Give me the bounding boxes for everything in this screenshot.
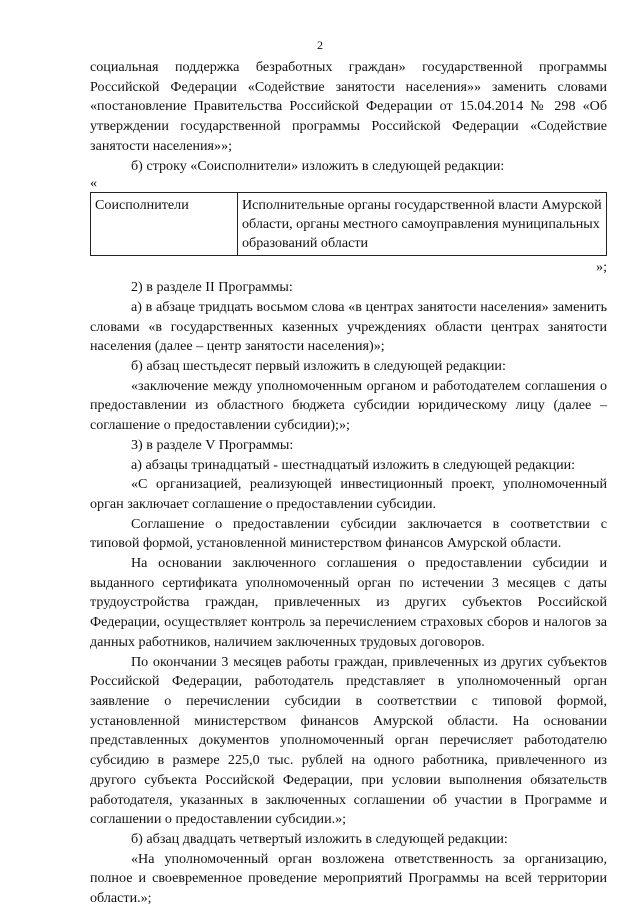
opening-quote: «: [90, 175, 98, 192]
coexecutors-table: [90, 192, 607, 256]
closing-quote: »;: [596, 259, 607, 276]
table-value-cell: Исполнительные органы государственной власти Амурской области, органы местного самоуправления муниципальных образований области: [238, 193, 607, 256]
section-5-paragraph: По окончании 3 месяцев работы граждан, привлеченных из других субъектов Российской Федерации, работодатель представляет в уполномоченный орган заявление о перечислении субсидии в соответствии с типовой формой, установленной министерством финансов Амурской области. На основании представленных документов уполномоченный орган перечисляет работодателю субсидию в размере 225,0 тыс. рублей на одного работника, привлеченного из другого субъекта Российской Федерации, при условии выполнения обязательств работодателя, указанных в заключенных соглашении об участии в Программе и соглашении о предоставлении субсидии.»;: [90, 653, 607, 828]
section-5-heading: 3) в разделе V Программы:: [131, 436, 294, 453]
document-body: [90, 58, 607, 909]
section-5-paragraph: «С организацией, реализующей инвестиционный проект, уполномоченный орган заключает соглашение о предоставлении субсидии.: [90, 476, 607, 512]
section-2-item-b: б) абзац шестьдесят первый изложить в следующей редакции:: [131, 358, 506, 375]
section-5-paragraph: Соглашение о предоставлении субсидии заключается в соответствии с типовой формой, установленной министерством финансов Амурской области.: [90, 515, 607, 552]
section-5-item-a: а) абзацы тринадцатый - шестнадцатый изложить в следующей редакции:: [131, 456, 576, 473]
section-5-item-b: б) абзац двадцать четвертый изложить в следующей редакции:: [131, 830, 508, 847]
section-5-paragraph: На основании заключенного соглашения о предоставлении субсидии и выданного сертификата уполномоченный орган по истечении 3 месяцев с даты трудоустройства граждан, привлеченных из других субъектов Российской Федерации, осуществляет контроль за перечислением страховых сборов и налогов за данных работников, наличием заключенных трудовых договоров.: [90, 555, 607, 650]
page-number: 2: [317, 38, 323, 52]
intro-paragraph: социальная поддержка безработных граждан» государственной программы Российской Федерации «Содействие занятости населения»» заменить словами «постановление Правительства Российской Федерации от 15.04.2014 № 298 «Об утверждении государственной программы Российской Федерации «Содействие занятости населения»»;: [90, 59, 607, 154]
item-b-coexecutors: б) строку «Соисполнители» изложить в следующей редакции:: [131, 157, 505, 174]
section-2-quote: «заключение между уполномоченным органом и работодателем соглашения о предоставлении из областного бюджета субсидии юридическому лицу (далее – соглашение о предоставлении субсидии);»;: [90, 377, 607, 434]
section-2-heading: 2) в разделе II Программы:: [131, 279, 293, 296]
section-5-quote: «На уполномоченный орган возложена ответственность за организацию, полное и своевременное проведение мероприятий Программы на всей территории области.»;: [90, 850, 607, 907]
table-label-cell: Соисполнители: [91, 193, 238, 256]
table-row: [91, 193, 607, 256]
section-2-item-a: а) в абзаце тридцать восьмом слова «в центрах занятости населения» заменить словами «в государственных казенных учреждениях области центрах занятости населения (далее – центр занятости населения)»;: [90, 298, 607, 355]
